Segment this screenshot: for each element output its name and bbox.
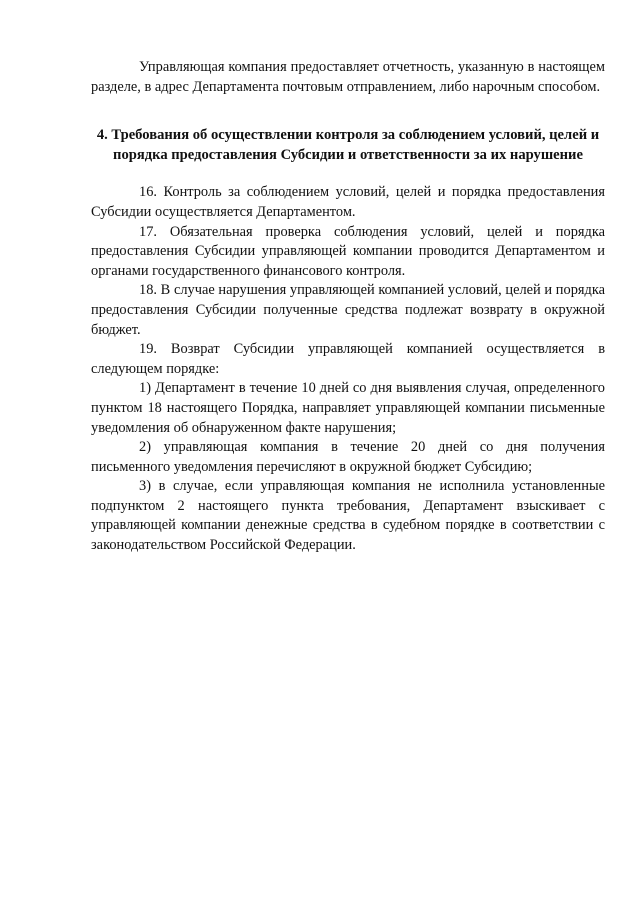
paragraph-16: 16. Контроль за соблюдением условий, целей и порядка предоставления Субсидии осуществляется Департаментом.: [91, 184, 605, 220]
subitem-3: 3) в случае, если управляющая компания не исполнила установленные подпунктом 2 настоящего пункта требования, Департамент взыскивает с управляющей компании денежные средства в судебном порядке в соответствии с законодательством Российской Федерации.: [91, 478, 605, 554]
intro-paragraph: Управляющая компания предоставляет отчетность, указанную в настоящем разделе, в адрес Департамента почтовым отправлением, либо нарочным способом.: [91, 59, 605, 95]
paragraph-18: 18. В случае нарушения управляющей компанией условий, целей и порядка предоставления Субсидии полученные средства подлежат возврату в окружной бюджет.: [91, 282, 605, 338]
paragraph-17: 17. Обязательная проверка соблюдения условий, целей и порядка предоставления Субсидии управляющей компании проводится Департаментом и органами государственного финансового контроля.: [91, 223, 605, 279]
section-heading: 4. Требования об осуществлении контроля за соблюдением условий, целей и порядка предоставления Субсидии и ответственности за их нарушение: [96, 127, 600, 163]
document-page: [91, 58, 605, 556]
paragraph-19: 19. Возврат Субсидии управляющей компанией осуществляется в следующем порядке:: [91, 341, 605, 377]
subitem-1: 1) Департамент в течение 10 дней со дня выявления случая, определенного пунктом 18 настоящего Порядка, направляет управляющей компании письменные уведомления об обнаруженном факте нарушения;: [91, 380, 605, 436]
subitem-2: 2) управляющая компания в течение 20 дней со дня получения письменного уведомления перечисляют в окружной бюджет Субсидию;: [91, 439, 605, 475]
